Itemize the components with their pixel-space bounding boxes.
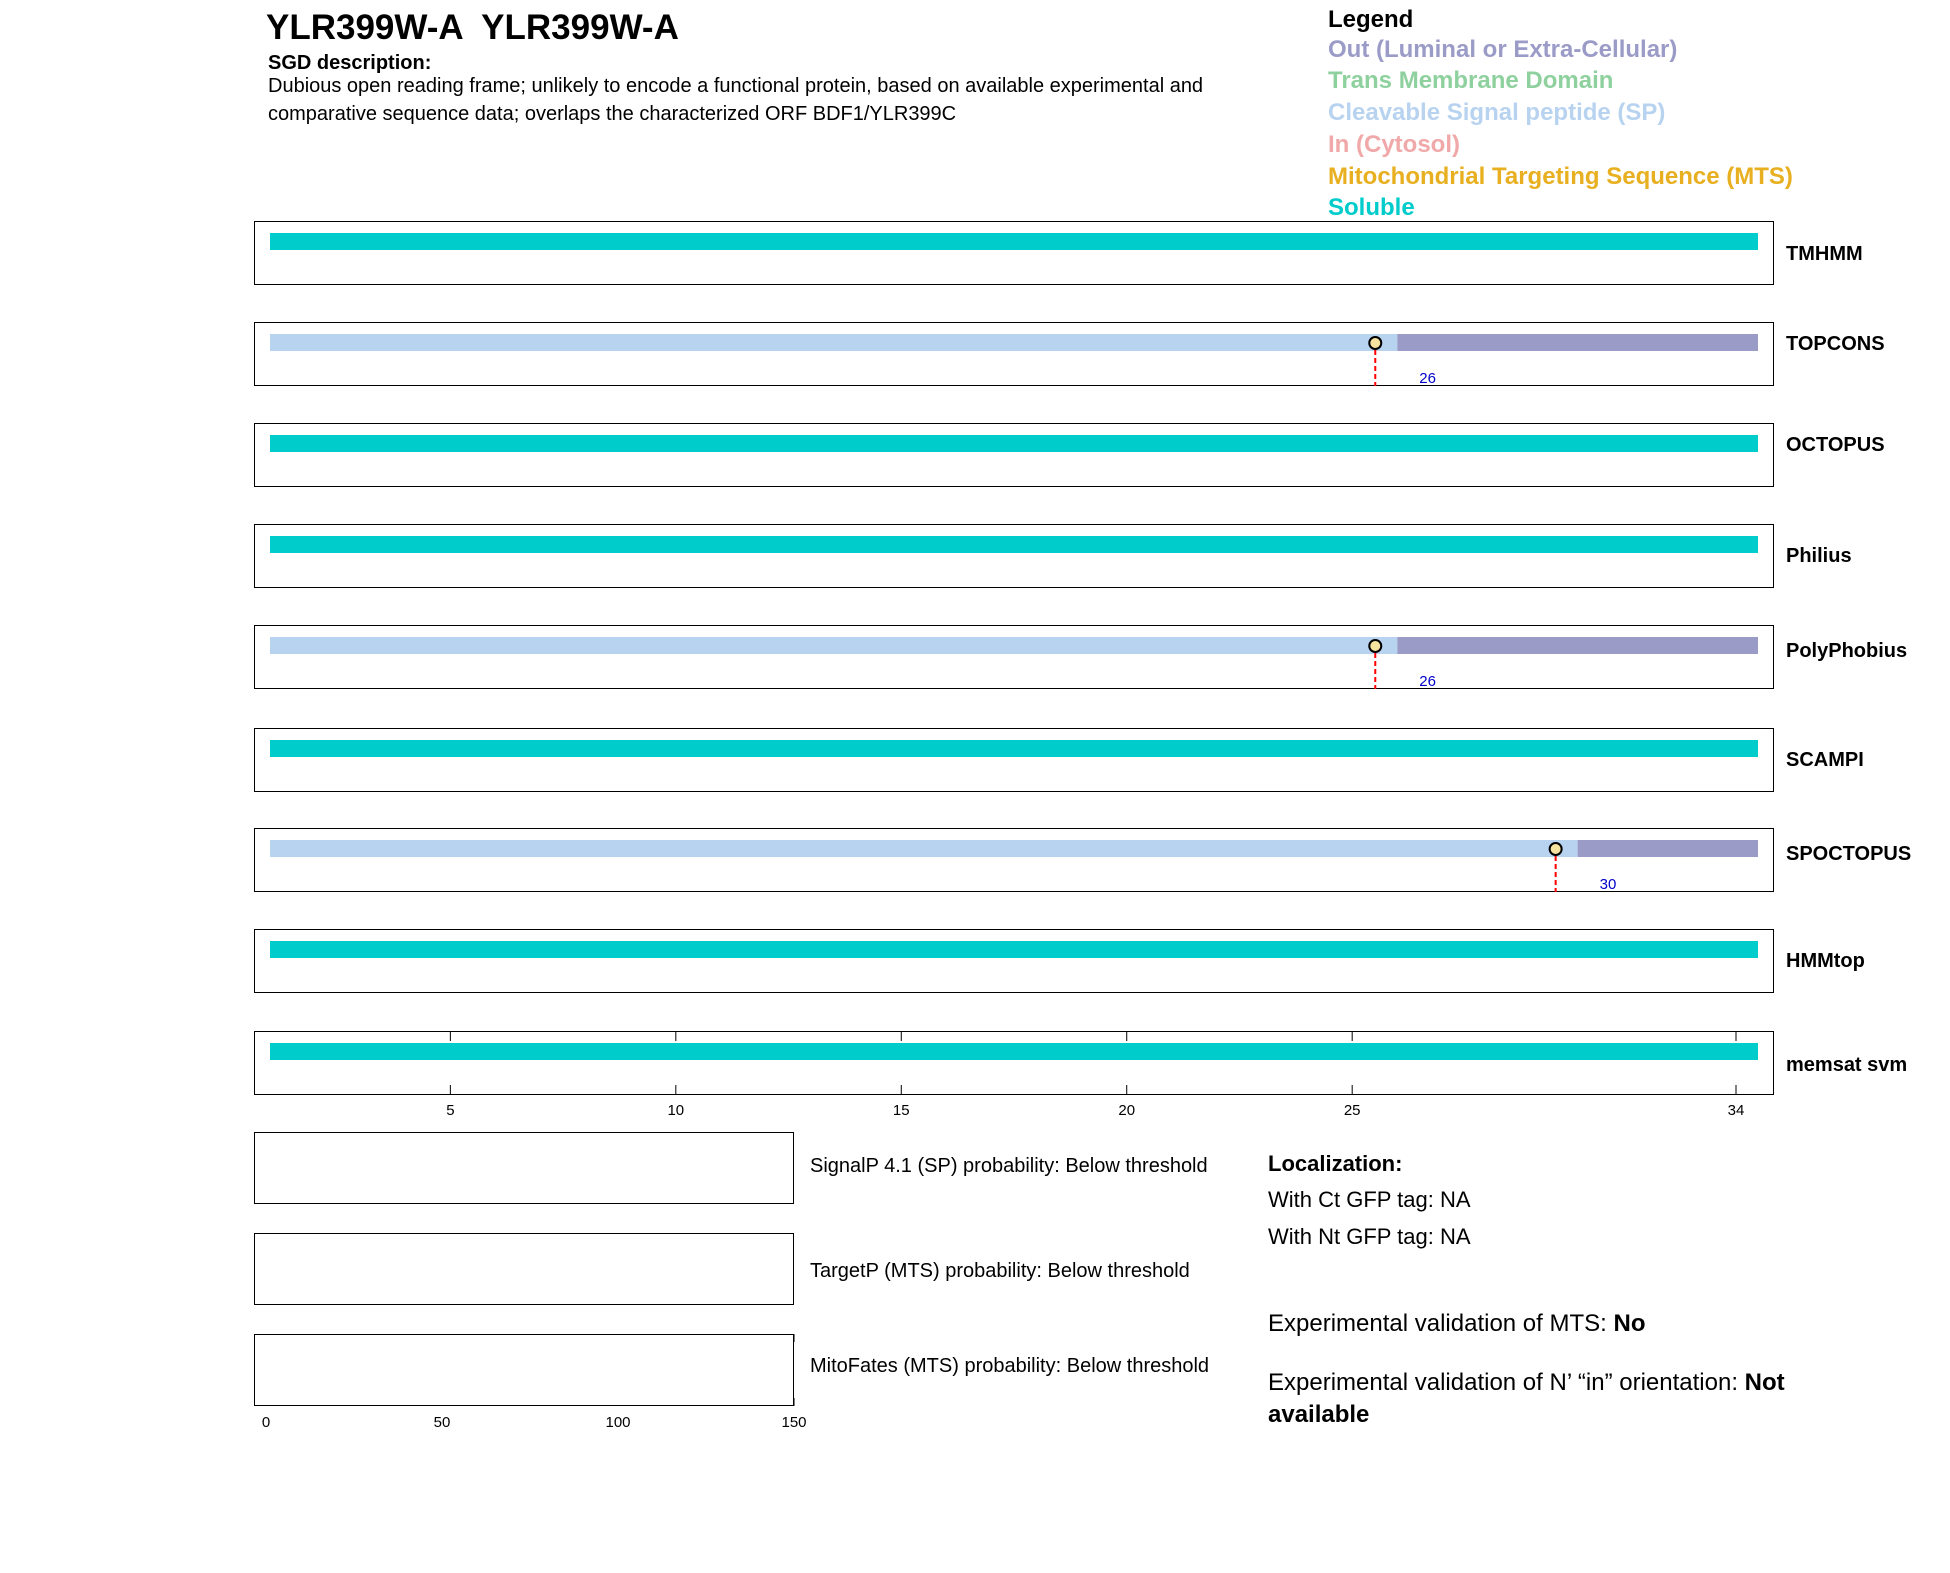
cleavage-marker-topcons — [1369, 337, 1381, 349]
cleavage-label-spoctopus: 30 — [1599, 876, 1617, 893]
track-label-octopus: OCTOPUS — [1786, 434, 1885, 456]
x-tick-label-34: 34 — [1727, 1102, 1745, 1119]
track-label-memsat-svm: memsat svm — [1786, 1054, 1908, 1076]
localization-title: Localization: — [1268, 1151, 1403, 1176]
segment-memsat-svm-soluble-0 — [270, 1043, 1758, 1060]
segment-scampi-soluble-0 — [270, 740, 1758, 757]
segment-polyphobius-signal-0 — [270, 637, 1397, 654]
segment-spoctopus-signal-0 — [270, 840, 1578, 857]
experimental-nin-label: Experimental validation of N’ “in” orientation: — [1268, 1369, 1745, 1396]
segment-topcons-out-1 — [1397, 334, 1758, 351]
segment-polyphobius-out-1 — [1397, 637, 1758, 654]
track-label-scampi: SCAMPI — [1786, 749, 1864, 771]
targetp-plot-box — [254, 1233, 794, 1305]
track-label-tmhmm: TMHMM — [1786, 243, 1863, 265]
experimental-n-in — [1268, 1367, 1888, 1431]
experimental-mts — [1268, 1308, 1888, 1340]
legend-item-in: In (Cytosol) — [1328, 131, 1460, 158]
legend-item-mts: Mitochondrial Targeting Sequence (MTS) — [1328, 163, 1793, 190]
track-label-topcons: TOPCONS — [1786, 333, 1885, 355]
signalp-probability-text: SignalP 4.1 (SP) probability: Below threshold — [810, 1155, 1208, 1177]
signalp-plot-box — [254, 1132, 794, 1204]
segment-octopus-soluble-0 — [270, 435, 1758, 452]
prob-tick-label-50: 50 — [433, 1414, 451, 1431]
legend-item-tm: Trans Membrane Domain — [1328, 67, 1614, 94]
experimental-mts-label: Experimental validation of MTS: — [1268, 1310, 1614, 1337]
legend-item-out: Out (Luminal or Extra-Cellular) — [1328, 36, 1678, 63]
legend-item-soluble: Soluble — [1328, 194, 1415, 221]
page-title: YLR399W-A YLR399W-A — [266, 8, 679, 47]
x-tick-label-20: 20 — [1118, 1102, 1136, 1119]
track-label-polyphobius: PolyPhobius — [1786, 640, 1908, 662]
experimental-nin-value: Not available — [1268, 1369, 1785, 1428]
x-tick-label-10: 10 — [667, 1102, 685, 1119]
cleavage-marker-polyphobius — [1369, 640, 1381, 652]
experimental-mts-value: No — [1613, 1310, 1646, 1337]
track-label-hmmtop: HMMtop — [1786, 950, 1865, 972]
track-label-spoctopus: SPOCTOPUS — [1786, 843, 1912, 865]
cleavage-label-polyphobius: 26 — [1419, 673, 1436, 690]
prob-tick-label-150: 150 — [781, 1414, 807, 1431]
legend-item-sp: Cleavable Signal peptide (SP) — [1328, 99, 1666, 126]
segment-tmhmm-soluble-0 — [270, 233, 1758, 250]
prob-tick-label-0: 0 — [261, 1414, 271, 1431]
sgd-description-label: SGD description: — [268, 52, 432, 74]
cleavage-label-topcons: 26 — [1419, 370, 1436, 387]
segment-topcons-signal-0 — [270, 334, 1397, 351]
localization-nt-gfp: With Nt GFP tag: NA — [1268, 1224, 1471, 1249]
cleavage-marker-spoctopus — [1550, 843, 1562, 855]
localization-ct-gfp: With Ct GFP tag: NA — [1268, 1187, 1471, 1212]
prob-tick-label-100: 100 — [605, 1414, 631, 1431]
mitofates-plot-box — [254, 1334, 794, 1406]
targetp-probability-text: TargetP (MTS) probability: Below threshold — [810, 1260, 1190, 1282]
mitofates-probability-text: MitoFates (MTS) probability: Below threshold — [810, 1355, 1210, 1377]
legend-title: Legend — [1328, 6, 1414, 33]
sgd-description-text: Dubious open reading frame; unlikely to encode a functional protein, based on available experimental and comparative sequence data; overlaps the characterized ORF BDF1/YLR399C — [268, 75, 1204, 125]
segment-philius-soluble-0 — [270, 536, 1758, 553]
x-tick-label-5: 5 — [446, 1102, 455, 1119]
segment-spoctopus-out-1 — [1578, 840, 1758, 857]
segment-hmmtop-soluble-0 — [270, 941, 1758, 958]
x-tick-label-25: 25 — [1343, 1102, 1361, 1119]
track-label-philius: Philius — [1786, 545, 1852, 567]
x-tick-label-15: 15 — [892, 1102, 910, 1119]
